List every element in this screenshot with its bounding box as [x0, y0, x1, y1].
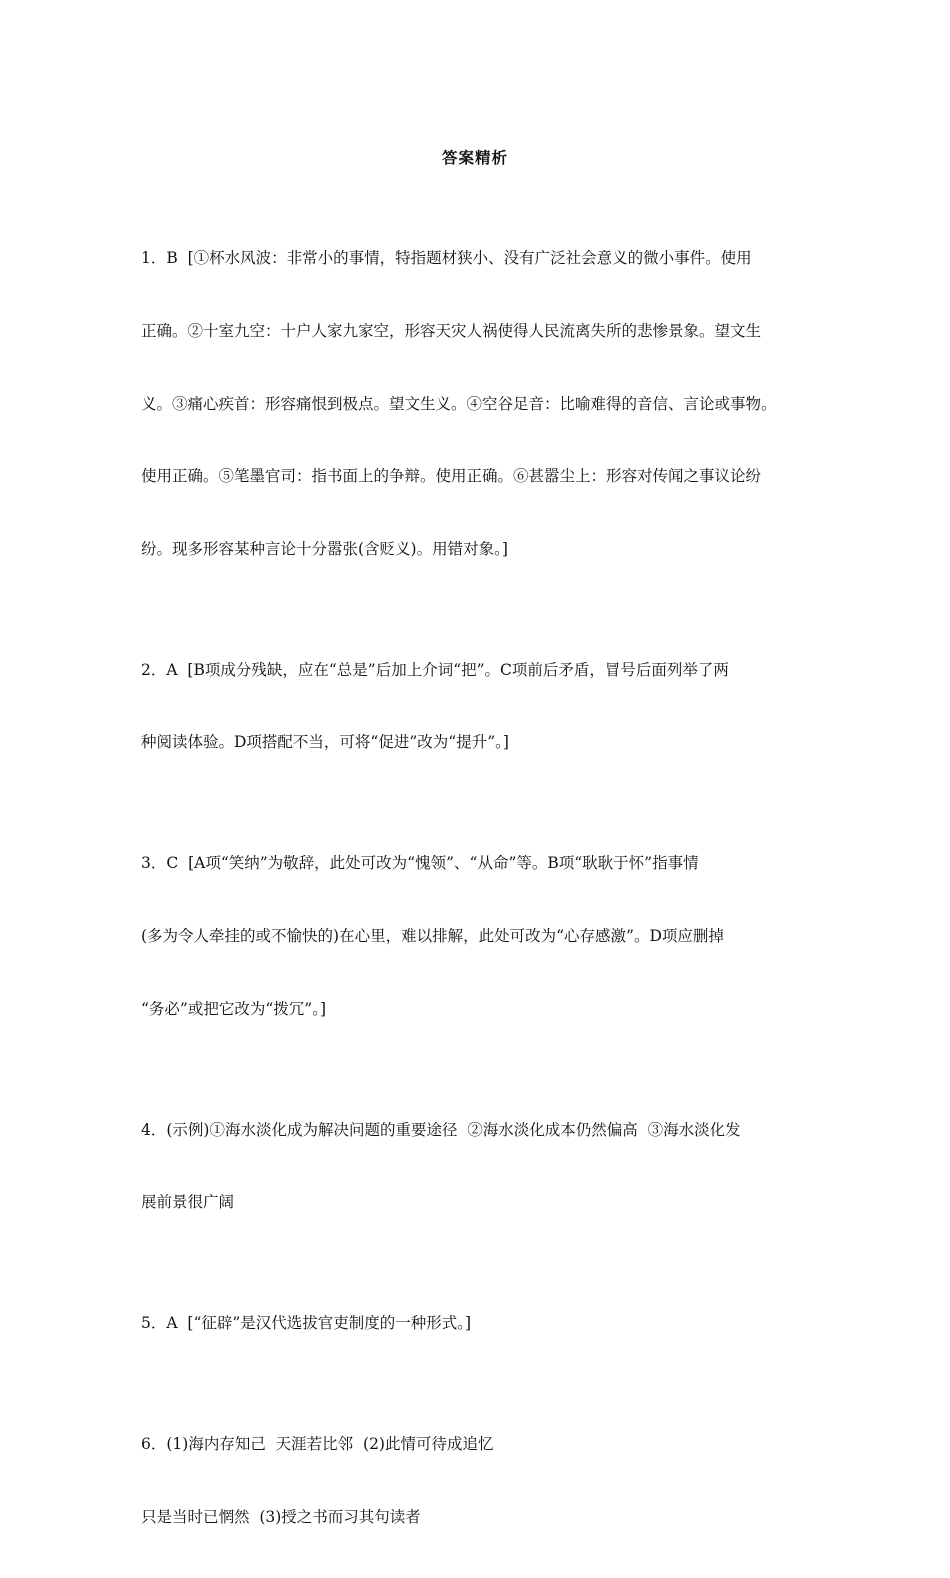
answer-line: 展前景很广阔 [141, 1193, 235, 1212]
answer-item-1 [141, 198, 821, 609]
answer-list [141, 198, 821, 1578]
answer-line: (多为令人牵挂的或不愉快的)在心里，难以排解，此处可改为“心存感激”。D项应删掉 [141, 927, 724, 946]
answer-item-2 [141, 609, 821, 803]
answer-line: 5．A [“征辟”是汉代选拔官吏制度的一种形式。] [141, 1314, 472, 1333]
answer-line: 正确。②十室九空：十户人家九家空，形容天灾人祸使得人民流离失所的悲惨景象。望文生 [141, 322, 762, 341]
answer-line: 纷。现多形容某种言论十分嚣张(含贬义)。用错对象。] [141, 539, 508, 558]
answer-line: 6．(1)海内存知己 天涯若比邻 (2)此情可待成追忆 [141, 1435, 494, 1454]
answer-line: 使用正确。⑤笔墨官司：指书面上的争辩。使用正确。⑥甚嚣尘上：形容对传闻之事议论纷 [141, 467, 762, 486]
page-title: 答案精析 [441, 149, 508, 167]
answer-item-4 [141, 1069, 821, 1263]
answer-item-5 [141, 1263, 821, 1384]
answer-line: “务必”或把它改为“拨冗”。] [141, 999, 326, 1018]
answer-line: 2．A [B项成分残缺，应在“总是”后加上介词“把”。C项前后矛盾，冒号后面列举了两 [141, 660, 729, 679]
answer-line: 种阅读体验。D项搭配不当，可将“促进”改为“提升”。] [141, 733, 509, 752]
answer-line: 4．(示例)①海水淡化成为解决问题的重要途径 ②海水淡化成本仍然偏高 ③海水淡化发 [141, 1120, 741, 1139]
answer-line: 3．C [A项“笑纳”为敬辞，此处可改为“愧领”、“从命”等。B项“耿耿于怀”指事情 [141, 854, 699, 873]
answer-item-6 [141, 1384, 821, 1578]
answer-line: 义。③痛心疾首：形容痛恨到极点。望文生义。④空谷足音：比喻难得的音信、言论或事物。 [141, 394, 777, 413]
answer-line: 只是当时已惘然 (3)授之书而习其句读者 [141, 1507, 421, 1526]
answer-line: 1．B [①杯水风波：非常小的事情，特指题材狭小、没有广泛社会意义的微小事件。使用 [141, 249, 752, 268]
answer-item-3 [141, 803, 821, 1069]
